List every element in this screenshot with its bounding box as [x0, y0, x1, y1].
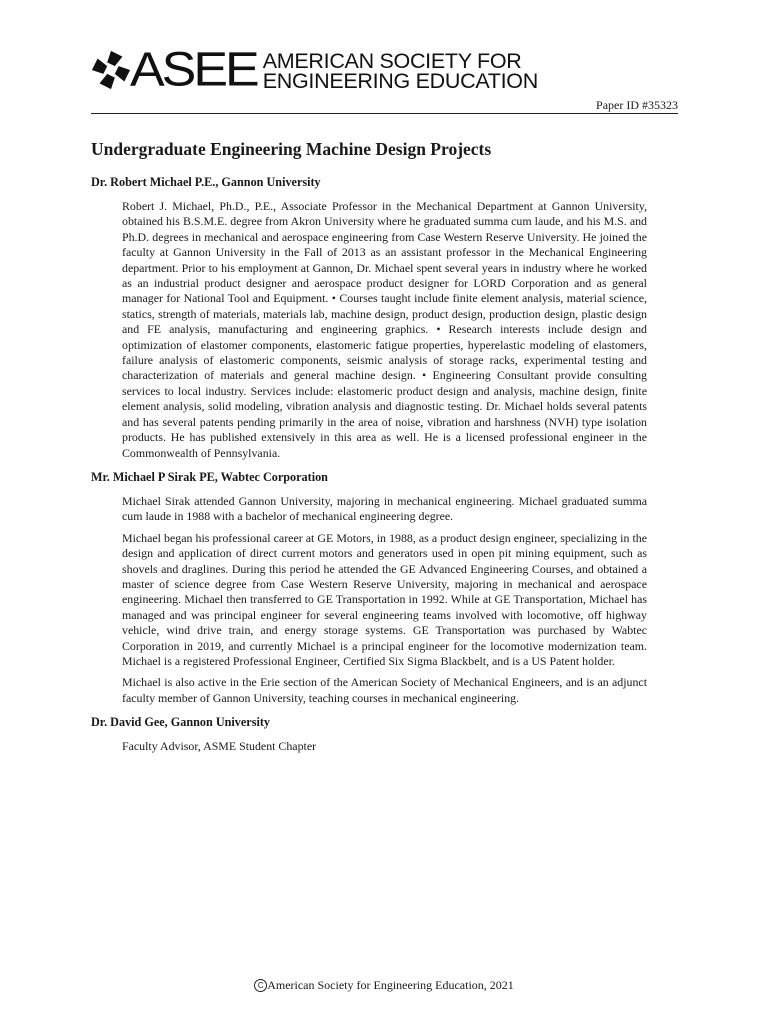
page-footer	[0, 978, 768, 993]
author-bio-paragraph: Robert J. Michael, Ph.D., P.E., Associate Professor in the Mechanical Department at Gannon University, obtained his B.S.M.E. degree from Akron University where he graduated summa cum laude, and his M.S. and Ph.D. degrees in mechanical and aerospace engineering from Case Western Reserve University. He joined the faculty at Gannon University in the Fall of 2013 as an assistant professor in the Mechanical Engineering department. Prior to his employment at Gannon, Dr. Michael spent several years in industry where he worked as an industrial product designer and aerospace product designer for LORD Corporation and as general manager for National Tool and Equipment. • Courses taught include finite element analysis, material science, statics, strength of materials, materials lab, machine design, product design, production design, plastic design and FE analysis, manufacturing and engineering graphics. • Research interests include design and optimization of elastomer components, elastomeric fatigue properties, hyperelastic modeling of elastomers, failure analysis of elastomeric components, seismic analysis of storage racks, experimental testing and characterization of materials and general machine design. • Engineering Consultant provide consulting services to local industry. Services include: elastomeric product design and analysis, machine design, finite element analysis, solid modeling, vibration analysis and diagnostic testing. Dr. Michael holds several patents and has several patents pending primarily in the area of noise, vibration and harshness (NVH) type isolation products. He has published extensively in this area as well. He is a licensed professional engineer in the Commonwealth of Pennsylvania.	[122, 199, 647, 460]
header-divider	[91, 113, 678, 114]
author-bio-paragraph: Michael Sirak attended Gannon University, majoring in mechanical engineering. Michael graduated summa cum laude in 1988 with a bachelor of mechanical engineering degree.	[122, 493, 647, 524]
author-bio-paragraph: Michael is also active in the Erie section of the American Society of Mechanical Engineers, and is an adjunct faculty member of Gannon University, teaching courses in mechanical engineering.	[122, 675, 647, 705]
author-name: Dr. David Gee, Gannon University	[91, 715, 270, 730]
logo-acronym: ASEE	[130, 43, 257, 97]
author-name: Mr. Michael P Sirak PE, Wabtec Corporation	[91, 469, 328, 484]
author-bio-paragraph: Faculty Advisor, ASME Student Chapter	[122, 739, 317, 754]
paper-id: Paper ID #35323	[596, 98, 678, 112]
logo-society-name	[263, 49, 538, 91]
paper-content	[91, 138, 647, 761]
paper-title: Undergraduate Engineering Machine Design Projects	[91, 139, 492, 159]
copyright-icon: C	[254, 979, 267, 992]
author-name: Dr. Robert Michael P.E., Gannon University	[91, 175, 321, 189]
logo-line-1: AMERICAN SOCIETY FOR	[262, 49, 522, 73]
footer-text: American Society for Engineering Education, 2021	[267, 978, 514, 992]
asee-pinwheel-icon	[90, 48, 132, 92]
author-bio-paragraph: Michael began his professional career at GE Motors, in 1988, as a product design engineer, specializing in the design and application of direct current motors and generators used in open pit mining equipment, such as shovels and draglines. During this period he attended the GE Advanced Engineering Courses, and obtained a master of science degree from Case Western Reserve University, majoring in mechanical and aerospace engineering. Michael then transferred to GE Transportation in 1992. While at GE Transportation, Michael has managed and was principal engineer for several engineering teams involved with locomotive, off highway vehicle, wind drive train, and energy storage systems. GE Transportation was purchased by Wabtec Corporation in 2019, and currently Michael is a principal engineer for the locomotive modernization team. Michael is a registered Professional Engineer, Certified Six Sigma Blackbelt, and is a US Patent holder.	[122, 530, 647, 668]
asee-logo	[90, 43, 538, 97]
logo-line-2: ENGINEERING EDUCATION	[262, 69, 538, 93]
